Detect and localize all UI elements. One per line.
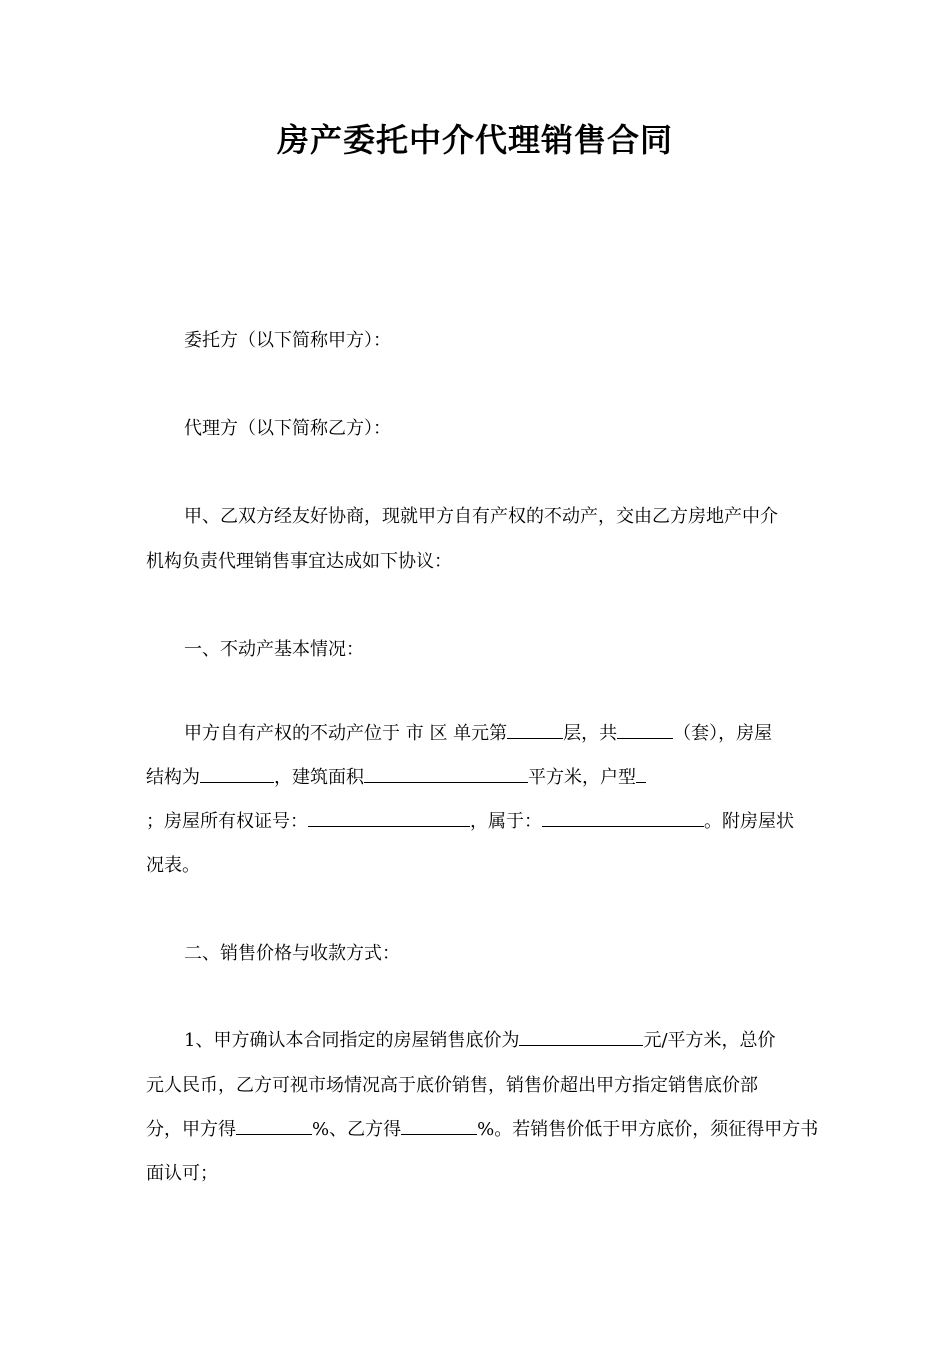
layout-blank xyxy=(636,764,646,783)
item1-text-total: 元/平方米，总价 xyxy=(643,1030,776,1051)
floor-blank xyxy=(507,720,563,739)
belongs-blank xyxy=(542,808,704,827)
unit-price-blank xyxy=(519,1027,643,1046)
section1-text-layout: 平方米，户型 xyxy=(528,767,636,788)
intro-line-1: 甲、乙双方经友好协商，现就甲方自有产权的不动产，交由乙方房地产中介 xyxy=(184,506,778,527)
item1-text-below-price: %。若销售价低于甲方底价，须征得甲方书 xyxy=(477,1119,819,1140)
section2-heading: 二、销售价格与收款方式： xyxy=(184,943,400,964)
section1-text-belongs: ，属于： xyxy=(470,811,542,832)
section1-text-total: 层，共 xyxy=(563,723,618,744)
section1-text-certificate: ；房屋所有权证号： xyxy=(146,811,308,832)
item1-text-party-b-share: %、乙方得 xyxy=(312,1119,402,1140)
item1-text-price: 1、甲方确认本合同指定的房屋销售底价为 xyxy=(184,1030,520,1051)
structure-blank xyxy=(200,764,274,783)
units-blank xyxy=(617,720,673,739)
section2-item1-line-2: 元人民币，乙方可视市场情况高于底价销售，销售价超出甲方指定销售底价部 xyxy=(146,1075,758,1096)
section1-text-area: ，建筑面积 xyxy=(274,767,364,788)
section1-line-2 xyxy=(146,764,646,792)
section1-text-attach: 。附房屋状 xyxy=(704,811,794,832)
party-a-line: 委托方（以下简称甲方）： xyxy=(184,330,391,351)
party-b-line: 代理方（以下简称乙方）： xyxy=(184,418,391,439)
section1-line-4: 况表。 xyxy=(146,855,200,876)
party-b-share-blank xyxy=(401,1116,477,1135)
intro-line-2: 机构负责代理销售事宜达成如下协议： xyxy=(146,551,452,572)
area-blank xyxy=(364,764,528,783)
document-title: 房产委托中介代理销售合同 xyxy=(276,121,673,159)
section1-heading: 一、不动产基本情况： xyxy=(184,639,364,660)
section1-text-location: 甲方自有产权的不动产位于 市 区 单元第 xyxy=(184,723,508,744)
certificate-blank xyxy=(308,808,470,827)
section2-item1-line-4: 面认可； xyxy=(146,1163,218,1184)
section1-line-3 xyxy=(146,808,794,836)
section1-line-1 xyxy=(184,720,772,748)
section1-text-units: （套），房屋 xyxy=(673,723,773,744)
section1-text-structure: 结构为 xyxy=(146,767,200,788)
section2-item1-line-3 xyxy=(146,1116,818,1144)
section2-item1-line-1 xyxy=(184,1027,776,1055)
party-a-share-blank xyxy=(236,1116,312,1135)
item1-text-party-a-share: 分，甲方得 xyxy=(146,1119,236,1140)
